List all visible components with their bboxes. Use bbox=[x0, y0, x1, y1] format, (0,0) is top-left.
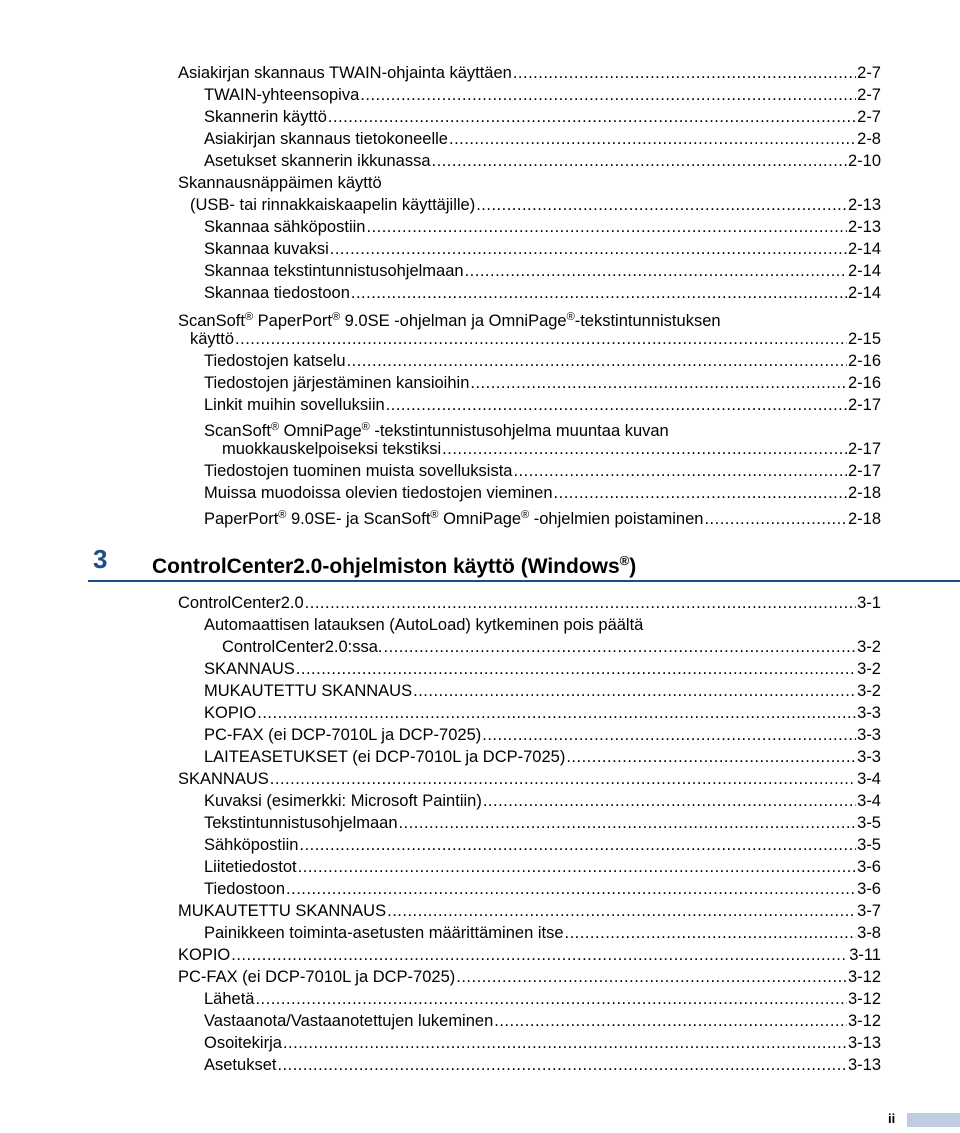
toc-entry[interactable]: Asetukset ..... 3-13 bbox=[204, 1054, 881, 1076]
toc-entry[interactable]: käyttö ..... 2-15 bbox=[190, 328, 881, 350]
registered-mark: ® bbox=[521, 509, 530, 521]
registered-mark: ® bbox=[566, 311, 575, 323]
toc-page-number: 2-15 bbox=[847, 330, 881, 348]
footer-bar bbox=[907, 1113, 960, 1127]
toc-page-number: 2-18 bbox=[847, 484, 881, 502]
toc-entry-heading[interactable]: Skannausnäppäimen käyttö bbox=[178, 174, 382, 192]
toc-page-number: 3-13 bbox=[847, 1056, 881, 1074]
toc-entry[interactable]: Tiedostojen katselu ..... 2-16 bbox=[204, 350, 881, 372]
toc-entry[interactable]: MUKAUTETTU SKANNAUS ..... 3-2 bbox=[204, 680, 881, 702]
toc-entry[interactable]: PaperPort® 9.0SE- ja ScanSoft® OmniPage® -ohjelmien poistaminen ..... 2-18 bbox=[204, 504, 881, 530]
toc-page-number: 2-17 bbox=[847, 396, 881, 414]
toc-page-number: 3-5 bbox=[857, 836, 881, 854]
registered-mark: ® bbox=[278, 509, 287, 521]
toc-page-number: 3-6 bbox=[857, 880, 881, 898]
toc-page-number: 2-13 bbox=[847, 196, 881, 214]
toc-page-number: 3-4 bbox=[857, 792, 881, 810]
toc-entry[interactable]: Asiakirjan skannaus tietokoneelle ..... 2-8 bbox=[204, 128, 881, 150]
toc-entry[interactable]: PC-FAX (ei DCP-7010L ja DCP-7025) ..... 3-12 bbox=[178, 966, 881, 988]
toc-entry[interactable]: Skannaa tekstintunnistusohjelmaan ..... 2-14 bbox=[204, 260, 881, 282]
toc-page-number: 3-3 bbox=[857, 748, 881, 766]
toc-page-number: 2-14 bbox=[847, 284, 881, 302]
toc-entry[interactable]: Tekstintunnistusohjelmaan ..... 3-5 bbox=[204, 812, 881, 834]
toc-page-number: 2-16 bbox=[847, 374, 881, 392]
toc-entry[interactable]: Tiedostojen järjestäminen kansioihin ..... 2-16 bbox=[204, 372, 881, 394]
toc-entry[interactable]: Vastaanota/Vastaanotettujen lukeminen ..... 3-12 bbox=[204, 1010, 881, 1032]
toc-entry[interactable]: Muissa muodoissa olevien tiedostojen vieminen ..... 2-18 bbox=[204, 482, 881, 504]
toc-entry[interactable]: Painikkeen toiminta-asetusten määrittäminen itse ..... 3-8 bbox=[204, 922, 881, 944]
toc-page-number: 3-2 bbox=[857, 660, 881, 678]
toc-page-number: 3-7 bbox=[857, 902, 881, 920]
toc-page-number: 2-17 bbox=[847, 440, 881, 458]
toc-page-number: 2-14 bbox=[847, 240, 881, 258]
toc-entry[interactable]: Skannaa kuvaksi ..... 2-14 bbox=[204, 238, 881, 260]
toc-page-number: 2-10 bbox=[847, 152, 881, 170]
toc-entry[interactable]: Osoitekirja ..... 3-13 bbox=[204, 1032, 881, 1054]
toc-entry[interactable]: Asetukset skannerin ikkunassa ..... 2-10 bbox=[204, 150, 881, 172]
registered-mark: ® bbox=[430, 509, 439, 521]
toc-page-number: 3-12 bbox=[847, 1012, 881, 1030]
toc-entry[interactable]: Liitetiedostot ..... 3-6 bbox=[204, 856, 881, 878]
toc-page-number: 3-1 bbox=[857, 594, 881, 612]
toc-entry[interactable]: Tiedostoon ..... 3-6 bbox=[204, 878, 881, 900]
toc-page-number: 2-14 bbox=[847, 262, 881, 280]
toc-entry[interactable]: muokkauskelpoiseksi tekstiksi ..... 2-17 bbox=[222, 438, 881, 460]
chapter-divider bbox=[88, 580, 960, 582]
toc-entry[interactable]: PC-FAX (ei DCP-7010L ja DCP-7025) ..... 3-3 bbox=[204, 724, 881, 746]
toc-entry[interactable]: Skannaa tiedostoon ..... 2-14 bbox=[204, 282, 881, 304]
toc-entry[interactable]: KOPIO ..... 3-11 bbox=[178, 944, 881, 966]
toc-page-number: 3-3 bbox=[857, 726, 881, 744]
toc-page-number: 3-8 bbox=[857, 924, 881, 942]
toc-entry[interactable]: ControlCenter2.0 ..... 3-1 bbox=[178, 592, 881, 614]
toc-entry[interactable]: Kuvaksi (esimerkki: Microsoft Paintiin) ..... 3-4 bbox=[204, 790, 881, 812]
toc-entry[interactable]: Lähetä ..... 3-12 bbox=[204, 988, 881, 1010]
toc-page-number: 2-18 bbox=[847, 510, 881, 528]
toc-entry[interactable]: SKANNAUS ..... 3-4 bbox=[178, 768, 881, 790]
chapter-title[interactable]: ControlCenter2.0-ohjelmiston käyttö (Windows®) bbox=[152, 553, 637, 578]
registered-mark: ® bbox=[270, 421, 280, 433]
toc-entry[interactable]: ControlCenter2.0:ssa. ..... 3-2 bbox=[222, 636, 881, 658]
toc-page-number: 3-12 bbox=[847, 968, 881, 986]
toc-entry[interactable]: SKANNAUS ..... 3-2 bbox=[204, 658, 881, 680]
toc-entry-heading[interactable]: ScanSoft® PaperPort® 9.0SE -ohjelman ja OmniPage®-tekstintunnistuksen bbox=[178, 311, 721, 330]
page-number: ii bbox=[888, 1111, 896, 1126]
toc-page-number: 3-4 bbox=[857, 770, 881, 788]
toc-page-number: 3-11 bbox=[849, 946, 881, 964]
toc-entry[interactable]: Tiedostojen tuominen muista sovelluksista ..... 2-17 bbox=[204, 460, 881, 482]
toc-page-number: 3-2 bbox=[857, 638, 881, 656]
toc-entry[interactable]: Sähköpostiin ..... 3-5 bbox=[204, 834, 881, 856]
registered-mark: ® bbox=[331, 311, 341, 323]
toc-entry[interactable]: Skannaa sähköpostiin ..... 2-13 bbox=[204, 216, 881, 238]
toc-page-number: 2-7 bbox=[857, 64, 881, 82]
toc-entry[interactable]: TWAIN-yhteensopiva ..... 2-7 bbox=[204, 84, 881, 106]
toc-entry[interactable]: Asiakirjan skannaus TWAIN-ohjainta käyttäen ..... 2-7 bbox=[178, 62, 881, 84]
toc-page-number: 3-5 bbox=[857, 814, 881, 832]
toc-page-number: 3-2 bbox=[857, 682, 881, 700]
toc-entry[interactable]: (USB- tai rinnakkaiskaapelin käyttäjille) ..... 2-13 bbox=[190, 194, 881, 216]
toc-entry-heading[interactable]: Automaattisen latauksen (AutoLoad) kytkeminen pois päältä bbox=[204, 616, 644, 634]
toc-page-number: 3-3 bbox=[857, 704, 881, 722]
toc-page-number: 2-16 bbox=[847, 352, 881, 370]
registered-mark: ® bbox=[244, 311, 254, 323]
toc-entry-heading[interactable]: ScanSoft® OmniPage® -tekstintunnistusohjelma muuntaa kuvan bbox=[204, 421, 669, 440]
toc-page-number: 3-13 bbox=[847, 1034, 881, 1052]
toc-page-number: 2-7 bbox=[857, 86, 881, 104]
toc-entry[interactable]: KOPIO ..... 3-3 bbox=[204, 702, 881, 724]
toc-entry[interactable]: Skannerin käyttö ..... 2-7 bbox=[204, 106, 881, 128]
toc-entry[interactable]: Linkit muihin sovelluksiin ..... 2-17 bbox=[204, 394, 881, 416]
toc-page-number: 2-8 bbox=[857, 130, 881, 148]
toc-entry[interactable]: LAITEASETUKSET (ei DCP-7010L ja DCP-7025) ..... 3-3 bbox=[204, 746, 881, 768]
toc-page-number: 3-6 bbox=[857, 858, 881, 876]
toc-page-number: 2-7 bbox=[857, 108, 881, 126]
toc-page-number: 3-12 bbox=[847, 990, 881, 1008]
toc-page-number: 2-17 bbox=[847, 462, 881, 480]
registered-mark: ® bbox=[619, 553, 630, 568]
toc-page-number: 2-13 bbox=[847, 218, 881, 236]
registered-mark: ® bbox=[361, 421, 370, 433]
toc-entry[interactable]: MUKAUTETTU SKANNAUS ..... 3-7 bbox=[178, 900, 881, 922]
chapter-number: 3 bbox=[93, 544, 108, 574]
